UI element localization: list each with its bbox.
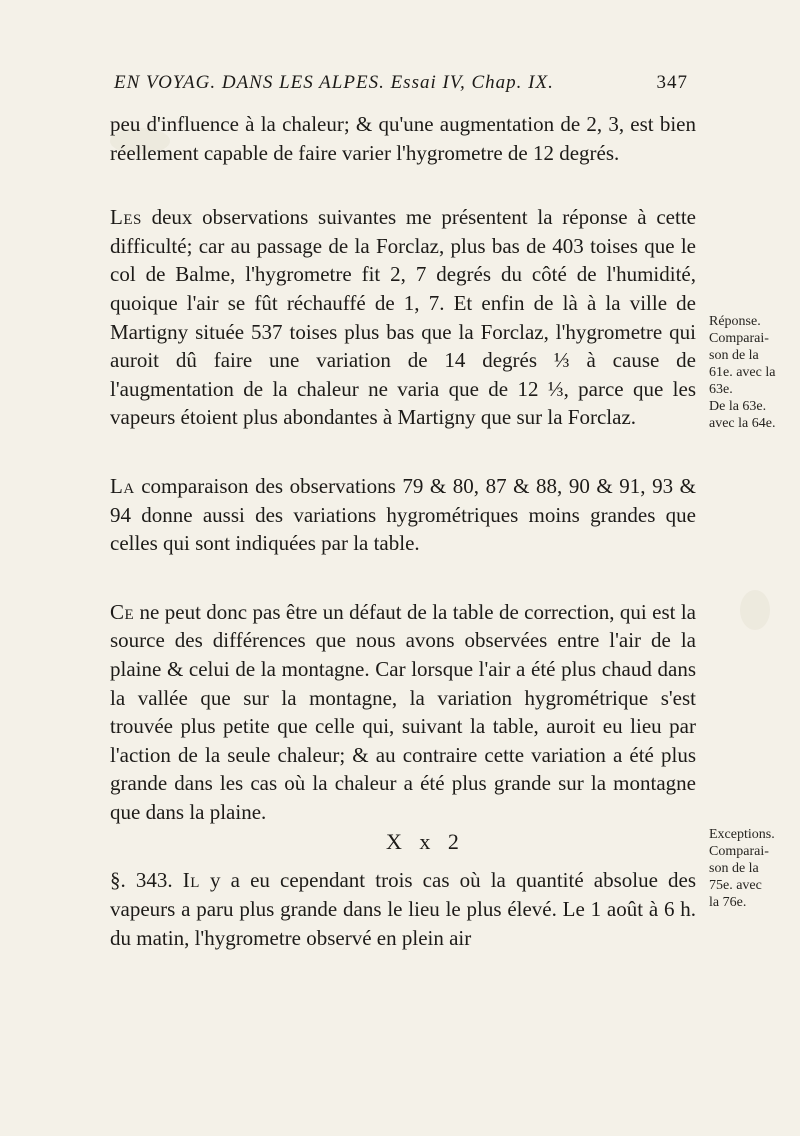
margin-note-line: la 76e.: [709, 895, 747, 910]
paragraph-lead: Ce: [110, 599, 135, 624]
paragraph-lead: La: [110, 473, 135, 498]
section-number: §. 343.: [110, 868, 173, 893]
paragraph-text: ne peut donc pas être un défaut de la table de correction, qui est la source des différences que nous avons observées entre l'air de la plaine & celui de la montagne. Car lorsque l'air a été plus chaud dans la vallée que sur la montagne, la variation hygrométrique s'est trouvée plus petite que celle qui, suivant la table, auroit eu lieu par l'action de la seule chaleur; & au contraire cette variation a été plus grande dans les cas où la chaleur a été plus grande sur la montagne que dans la plaine.: [110, 599, 696, 824]
signature-mark: X x 2: [386, 829, 465, 854]
paragraph-text: y a eu cependant trois cas où la quantité absolue des vapeurs a paru plus grande dans le lieu le plus élevé. Le 1 août à 6 h. du matin, l'hygrometre observé en plein air: [110, 868, 697, 950]
margin-note-line: Comparai-: [709, 331, 769, 346]
paragraph: [110, 598, 696, 827]
margin-note: [709, 826, 793, 911]
paragraph: [110, 866, 696, 952]
paper-stain: [740, 590, 770, 630]
paragraph-lead: Les: [110, 205, 142, 230]
paragraph: [110, 472, 696, 558]
paragraph-text: comparaison des observations 79 & 80, 87 & 88, 90 & 91, 93 & 94 donne aussi des variations hygrométriques moins grandes que celles qui sont indiquées par la table.: [110, 473, 696, 556]
margin-note-line: Exceptions.: [709, 827, 775, 842]
margin-note-line: 61e. avec la: [709, 365, 776, 380]
page-number: 347: [656, 72, 688, 93]
margin-note: [709, 313, 793, 432]
margin-note-line: Comparai-: [709, 844, 769, 859]
running-head-title: EN VOYAG. DANS LES ALPES. Essai IV, Chap. IX.: [114, 72, 554, 93]
running-head: [114, 72, 688, 94]
margin-note-line: Réponse.: [709, 314, 761, 329]
paragraph-text: deux observations suivantes me présentent la réponse à cette difficulté; car au passage de la Forclaz, plus bas de 403 toises que le col de Balme, l'hygrometre fit 2, 7 degrés du côté de l'humidité, quoique l'air se fût réchauffé de 1, 7. Et enfin de là à la ville de Martigny située 537 toises plus bas que la Forclaz, l'hygrometre qui auroit dû faire une variation de 14 degrés ⅓ à cause de l'augmentation de la chaleur ne varia que de 12 ⅓, parce que les vapeurs étoient plus abondantes à Martigny que sur la Forclaz.: [110, 205, 696, 430]
margin-note-line: De la 63e.: [709, 399, 767, 414]
margin-note-line: son de la: [709, 861, 759, 876]
margin-note-line: 75e. avec: [709, 878, 762, 893]
margin-note-line: avec la 64e.: [709, 416, 776, 431]
margin-note-line: son de la: [709, 348, 759, 363]
paragraph-lead: Il: [182, 868, 200, 893]
margin-note-line: 63e.: [709, 382, 733, 397]
paragraph: [110, 203, 696, 432]
body-text: [110, 110, 696, 992]
paragraph-continuation: peu d'influence à la chaleur; & qu'une augmentation de 2, 3, est bien réellement capable de faire varier l'hygrometre de 12 degrés.: [110, 112, 696, 165]
